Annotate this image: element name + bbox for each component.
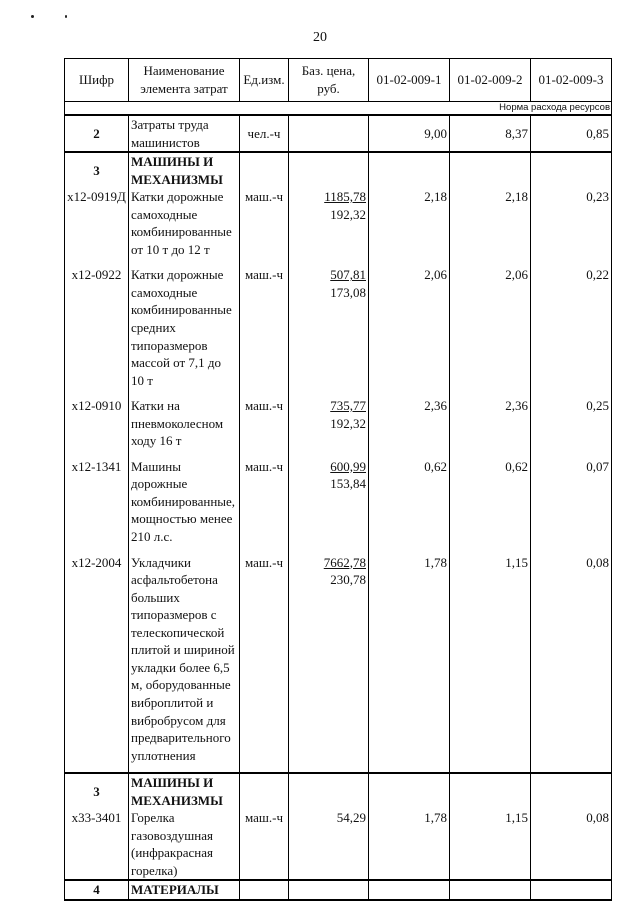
table-row-labor: [65, 115, 612, 152]
row-unit: маш.-ч: [240, 397, 289, 450]
row-code: х12-0919Д: [65, 188, 129, 258]
section-header-machines: [65, 152, 612, 188]
header-price: Баз. цена, руб.: [289, 59, 369, 102]
row-name: Катки дорожные самоходные комбинированные средних типоразмеров массой от 7,1 до 10 т: [129, 266, 240, 389]
scan-speck: [31, 15, 34, 18]
row-value-1: 9,00: [369, 115, 450, 152]
row-unit: маш.-ч: [240, 188, 289, 258]
row-unit: маш.-ч: [240, 458, 289, 546]
scan-speck: [65, 15, 67, 18]
row-price: 54,29: [289, 809, 369, 880]
table-row: [65, 554, 612, 765]
row-value-3: 0,08: [531, 554, 612, 765]
row-value-1: 2,06: [369, 266, 450, 389]
row-value-1: 2,18: [369, 188, 450, 258]
row-unit: маш.-ч: [240, 554, 289, 765]
row-name: Горелка газовоздушная (инфракрасная горелка): [129, 809, 240, 880]
price-current: 507,81: [330, 267, 366, 283]
row-code: х12-2004: [65, 554, 129, 765]
row-value-2: 2,18: [450, 188, 531, 258]
row-price: [289, 115, 369, 152]
row-value-1: 1,78: [369, 554, 450, 765]
row-name: Машины дорожные комбинированные, мощностью менее 210 л.с.: [129, 458, 240, 546]
section-title: МАШИНЫ И МЕХАНИЗМЫ: [129, 152, 240, 188]
row-value-3: 0,23: [531, 188, 612, 258]
section-code: 2: [65, 115, 129, 152]
row-name: Затраты труда машинистов: [129, 115, 240, 152]
row-code: х12-1341: [65, 458, 129, 546]
row-value-1: 2,36: [369, 397, 450, 450]
row-value-2: 2,06: [450, 266, 531, 389]
price-base: 192,32: [330, 206, 366, 222]
row-name: Катки дорожные самоходные комбинированные от 10 т до 12 т: [129, 188, 240, 258]
row-value-2: 1,15: [450, 554, 531, 765]
table-row: [65, 188, 612, 258]
header-code: Шифр: [65, 59, 129, 102]
section-code: 3: [65, 773, 129, 809]
row-value-3: 0,22: [531, 266, 612, 389]
row-value-1: 0,62: [369, 458, 450, 546]
row-price: [289, 397, 369, 450]
header-col1: 01-02-009-1: [369, 59, 450, 102]
row-unit: маш.-ч: [240, 809, 289, 880]
row-value-2: 1,15: [450, 809, 531, 880]
table-row: [65, 458, 612, 546]
section-code: 4: [65, 880, 129, 900]
price-base: 192,32: [330, 415, 366, 431]
section-header-materials: [65, 880, 612, 900]
row-code: х12-0922: [65, 266, 129, 389]
row-value-2: 0,62: [450, 458, 531, 546]
row-unit: маш.-ч: [240, 266, 289, 389]
price-current: 600,99: [330, 458, 366, 474]
row-price: [289, 188, 369, 258]
row-value-3: 0,85: [531, 115, 612, 152]
row-price: [289, 266, 369, 389]
table-row: [65, 809, 612, 880]
row-value-3: 0,07: [531, 458, 612, 546]
row-value-3: 0,08: [531, 809, 612, 880]
header-col2: 01-02-009-2: [450, 59, 531, 102]
section-header-machines-2: [65, 773, 612, 809]
page-number: 20: [313, 30, 327, 45]
table-row: [65, 266, 612, 389]
row-name: Укладчики асфальтобетона больших типоразмеров с телескопической плитой и шириной укладки более 6,5 м, оборудованные виброплитой и вибробрусом для предварительного уплотнения: [129, 554, 240, 765]
price-base: 153,84: [330, 476, 366, 492]
row-value-1: 1,78: [369, 809, 450, 880]
row-name: Катки на пневмоколесном ходу 16 т: [129, 397, 240, 450]
section-title: МАТЕРИАЛЫ: [129, 880, 240, 900]
row-code: х12-0910: [65, 397, 129, 450]
resource-table: [64, 58, 612, 901]
row-unit: чел.-ч: [240, 115, 289, 152]
row-price: [289, 458, 369, 546]
row-value-2: 8,37: [450, 115, 531, 152]
row-code: х33-3401: [65, 809, 129, 880]
norma-label: Норма расхода ресурсов: [65, 102, 612, 116]
norma-row: [65, 102, 612, 116]
price-base: 230,78: [330, 572, 366, 588]
header-col3: 01-02-009-3: [531, 59, 612, 102]
header-unit: Ед.изм.: [240, 59, 289, 102]
table-row: [65, 397, 612, 450]
row-value-2: 2,36: [450, 397, 531, 450]
row-price: [289, 554, 369, 765]
section-code: 3: [65, 152, 129, 188]
price-current: 7662,78: [323, 554, 366, 570]
price-current: 1185,78: [324, 189, 366, 205]
section-title: МАШИНЫ И МЕХАНИЗМЫ: [129, 773, 240, 809]
price-base: 173,08: [330, 284, 366, 300]
row-value-3: 0,25: [531, 397, 612, 450]
table-header-row: [65, 59, 612, 102]
header-name: Наименование элемента затрат: [129, 59, 240, 102]
price-current: 735,77: [330, 398, 366, 414]
